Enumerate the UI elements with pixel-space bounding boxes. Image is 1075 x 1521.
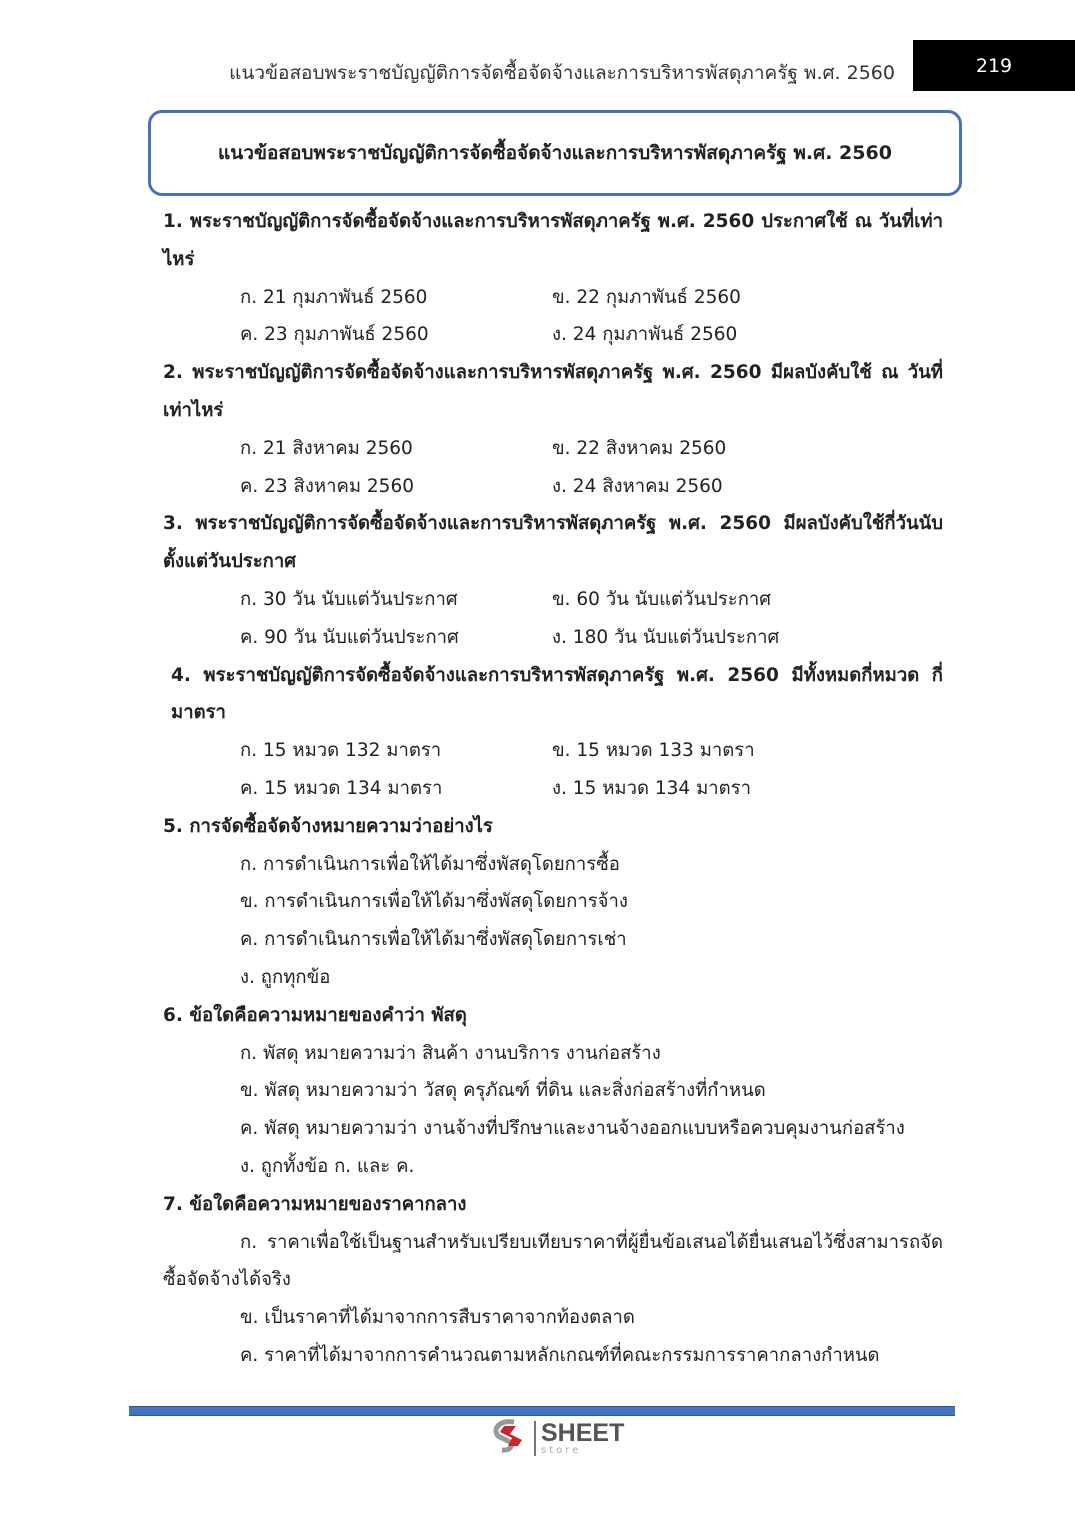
option: ค. 15 หมวด 134 มาตรา <box>240 777 443 799</box>
option: ข. การดำเนินการเพื่อให้ได้มาซึ่งพัสดุโดยการจ้าง <box>240 891 628 913</box>
running-title: แนวข้อสอบพระราชบัญญัติการจัดซื้อจัดจ้างและการบริหารพัสดุภาครัฐ พ.ศ. 2560 <box>229 62 895 84</box>
question-text: 6. ข้อใดคือความหมายของคำว่า พัสดุ <box>163 1004 467 1026</box>
question-text: 1. พระราชบัญญัติการจัดซื้อจัดจ้างและการบริหารพัสดุภาครัฐ พ.ศ. 2560 ประกาศใช้ ณ วันที่เท่าไหร่ <box>163 211 943 270</box>
option: ก. 15 หมวด 132 มาตรา <box>240 740 442 762</box>
option: ง. 15 หมวด 134 มาตรา <box>552 777 752 799</box>
option: ง. ถูกทุกข้อ <box>240 966 331 988</box>
question-4 <box>163 657 943 808</box>
option: ข. 60 วัน นับแต่วันประกาศ <box>552 588 772 610</box>
question-1 <box>163 203 943 354</box>
option: ข. 15 หมวด 133 มาตรา <box>552 740 755 762</box>
question-text: 4. พระราชบัญญัติการจัดซื้อจัดจ้างและการบริหารพัสดุภาครัฐ พ.ศ. 2560 มีทั้งหมดกี่หมวด กี่มาตรา <box>171 664 943 724</box>
option: ง. 24 กุมภาพันธ์ 2560 <box>552 324 738 346</box>
question-3 <box>163 505 943 656</box>
option: ก. 21 สิงหาคม 2560 <box>240 437 413 459</box>
option: ข. เป็นราคาที่ได้มาจากการสืบราคาจากท้องตลาด <box>240 1307 635 1329</box>
option: ง. ถูกทั้งข้อ ก. และ ค. <box>240 1155 415 1177</box>
option: ง. 24 สิงหาคม 2560 <box>552 475 723 497</box>
option: ค. การดำเนินการเพื่อให้ได้มาซึ่งพัสดุโดยการเช่า <box>240 929 627 951</box>
page-number: 219 <box>913 40 1075 91</box>
option: ข. 22 สิงหาคม 2560 <box>552 437 727 459</box>
question-text: 2. พระราชบัญญัติการจัดซื้อจัดจ้างและการบริหารพัสดุภาครัฐ พ.ศ. 2560 มีผลบังคับใช้ ณ วันที่เท่าไหร่ <box>163 362 943 421</box>
sheet-store-logo <box>488 1418 624 1458</box>
option: ข. พัสดุ หมายความว่า วัสดุ ครุภัณฑ์ ที่ดิน และสิ่งก่อสร้างที่กำหนด <box>240 1080 766 1102</box>
sheet-store-logo-icon <box>488 1418 528 1458</box>
option: ค. พัสดุ หมายความว่า งานจ้างที่ปรึกษาและงานจ้างออกแบบหรือควบคุมงานก่อสร้าง <box>240 1118 905 1140</box>
question-6 <box>163 997 943 1186</box>
option: ก. ราคาเพื่อใช้เป็นฐานสำหรับเปรียบเทียบราคาที่ผู้ยื่นข้อเสนอได้ยื่นเสนอไว้ซึ่งสามารถจัดซื้อจัดจ้างได้จริง <box>163 1231 943 1291</box>
option: ง. 180 วัน นับแต่วันประกาศ <box>552 626 780 648</box>
question-list <box>163 203 943 1375</box>
option: ก. การดำเนินการเพื่อให้ได้มาซึ่งพัสดุโดยการซื้อ <box>240 853 620 875</box>
question-5 <box>163 808 943 997</box>
logo-subtext: store <box>541 1444 582 1456</box>
option: ค. 90 วัน นับแต่วันประกาศ <box>240 626 459 648</box>
option: ก. 30 วัน นับแต่วันประกาศ <box>240 588 458 610</box>
option: ข. 22 กุมภาพันธ์ 2560 <box>552 286 741 308</box>
option: ค. ราคาที่ได้มาจากการคำนวณตามหลักเกณฑ์ที่คณะกรรมการราคากลางกำหนด <box>240 1344 880 1366</box>
question-7 <box>163 1186 943 1375</box>
option: ค. 23 กุมภาพันธ์ 2560 <box>240 324 429 346</box>
option: ค. 23 สิงหาคม 2560 <box>240 475 414 497</box>
question-text: 3. พระราชบัญญัติการจัดซื้อจัดจ้างและการบริหารพัสดุภาครัฐ พ.ศ. 2560 มีผลบังคับใช้กี่วันนับตั้งแต่วันประกาศ <box>163 513 943 573</box>
question-2 <box>163 354 943 505</box>
question-text: 7. ข้อใดคือความหมายของราคากลาง <box>163 1193 467 1215</box>
footer-divider <box>129 1406 955 1416</box>
option: ก. พัสดุ หมายความว่า สินค้า งานบริการ งานก่อสร้าง <box>240 1042 661 1064</box>
question-text: 5. การจัดซื้อจัดจ้างหมายความว่าอย่างไร <box>163 815 493 837</box>
logo-text: SHEET <box>541 1418 625 1447</box>
page-title: แนวข้อสอบพระราชบัญญัติการจัดซื้อจัดจ้างและการบริหารพัสดุภาครัฐ พ.ศ. 2560 <box>148 110 962 196</box>
option: ก. 21 กุมภาพันธ์ 2560 <box>240 286 428 308</box>
